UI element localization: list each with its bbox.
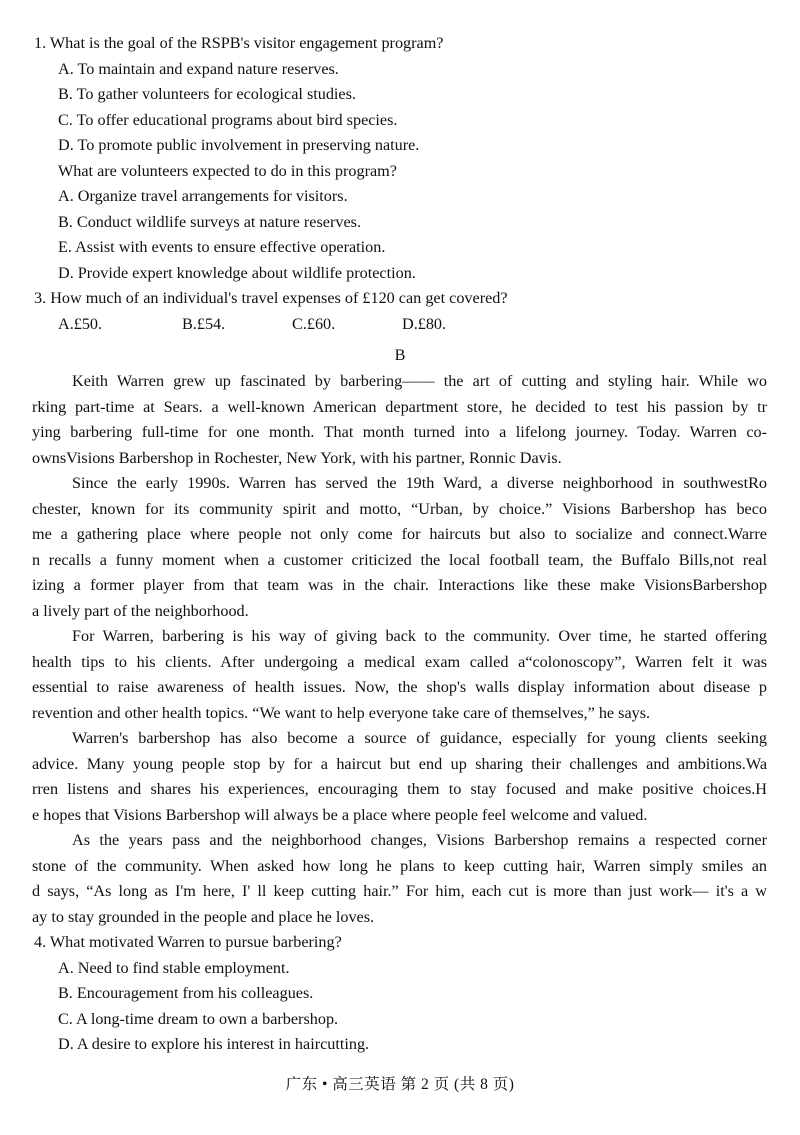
q1-option-d: D. To promote public involvement in preserving nature. [58,136,420,154]
q1-option-a: A. To maintain and expand nature reserves. [58,60,339,78]
q3-option-d: D.£80. [402,315,447,333]
passage-line: advice. Many young people stop by for a haircut but end up sharing their challenges and ambitions.Wa [32,755,767,773]
q2-option-a: A. Organize travel arrangements for visitors. [58,187,348,205]
q3-options-row [58,314,446,334]
q2-option-e: E. Assist with events to ensure effective operation. [58,238,386,256]
passage-line: ay to stay grounded in the people and place he loves. [32,908,375,926]
q2-option-b: B. Conduct wildlife surveys at nature reserves. [58,213,361,231]
q3-option-c: C.£60. [292,315,336,333]
passage-line: For Warren, barbering is his way of giving back to the community. Over time, he started offering [72,627,767,645]
question-4-stem: 4. What motivated Warren to pursue barbering? [34,933,342,951]
q4-option-b: B. Encouragement from his colleagues. [58,984,314,1002]
q2-option-d: D. Provide expert knowledge about wildlife protection. [58,264,416,282]
passage-line: a lively part of the neighborhood. [32,602,249,620]
q4-option-d: D. A desire to explore his interest in haircutting. [58,1035,370,1053]
passage-line: ying barbering full-time for one month. That month turned into a lifelong journey. Today. Warren co- [32,423,767,441]
passage-line: chester, known for its community spirit and motto, “Urban, by choice.” Visions Barbershop has beco [32,500,767,518]
passage-line: Warren's barbershop has also become a source of guidance, especially for young clients seeking [72,729,767,747]
passage-line: rren listens and shares his experiences, encouraging them to stay focused and make positive choices.H [32,780,767,798]
q4-option-c: C. A long-time dream to own a barbershop. [58,1010,339,1028]
question-2-stem: What are volunteers expected to do in this program? [58,162,397,180]
passage-line: As the years pass and the neighborhood changes, Visions Barbershop remains a respected corner [72,831,767,849]
passage-line: stone of the community. When asked how long he plans to keep cutting hair, Warren simply smiles an [32,857,767,875]
passage-line: e hopes that Visions Barbershop will always be a place where people feel welcome and valued. [32,806,648,824]
q1-option-b: B. To gather volunteers for ecological studies. [58,85,356,103]
passage-line: Since the early 1990s. Warren has served the 19th Ward, a diverse neighborhood in southwestRo [72,474,767,492]
passage-line: Keith Warren grew up fascinated by barbering—— the art of cutting and styling hair. While wo [72,372,767,390]
passage-line: n recalls a funny moment when a customer criticized the local football team, the Buffalo Bills,not real [32,551,767,569]
passage-line: d says, “As long as I'm here, I' ll keep cutting hair.” For him, each cut is more than just work— it's a w [32,882,767,900]
q1-option-c: C. To offer educational programs about bird species. [58,111,398,129]
q3-option-b: B.£54. [182,315,226,333]
page-footer: 广东 • 高三英语 第 2 页 (共 8 页) [285,1076,515,1093]
passage-line: health tips to his clients. After undergoing a medical exam called a“colonoscopy”, Warren felt it was [32,653,767,671]
passage-line: ownsVisions Barbershop in Rochester, New York, with his partner, Ronnic Davis. [32,449,562,467]
q3-option-a: A.£50. [58,315,103,333]
passage-line: essential to raise awareness of health issues. Now, the shop's walls display information about disease p [32,678,767,696]
q4-option-a: A. Need to find stable employment. [58,959,290,977]
passage-line: rking part-time at Sears. a well-known American department store, he decided to test his passion by tr [32,398,767,416]
question-3-stem: 3. How much of an individual's travel expenses of £120 can get covered? [34,289,508,307]
passage-line: izing a former player from that team was in the chair. Interactions like these make VisionsBarbershop [32,576,767,594]
question-1-stem: 1. What is the goal of the RSPB's visitor engagement program? [34,34,444,52]
passage-line: revention and other health topics. “We want to help everyone take care of themselves,” he says. [32,704,651,722]
passage-line: me a gathering place where people not only come for haircuts but also to socialize and connect.Warre [32,525,767,543]
section-b-heading: B [394,346,406,364]
